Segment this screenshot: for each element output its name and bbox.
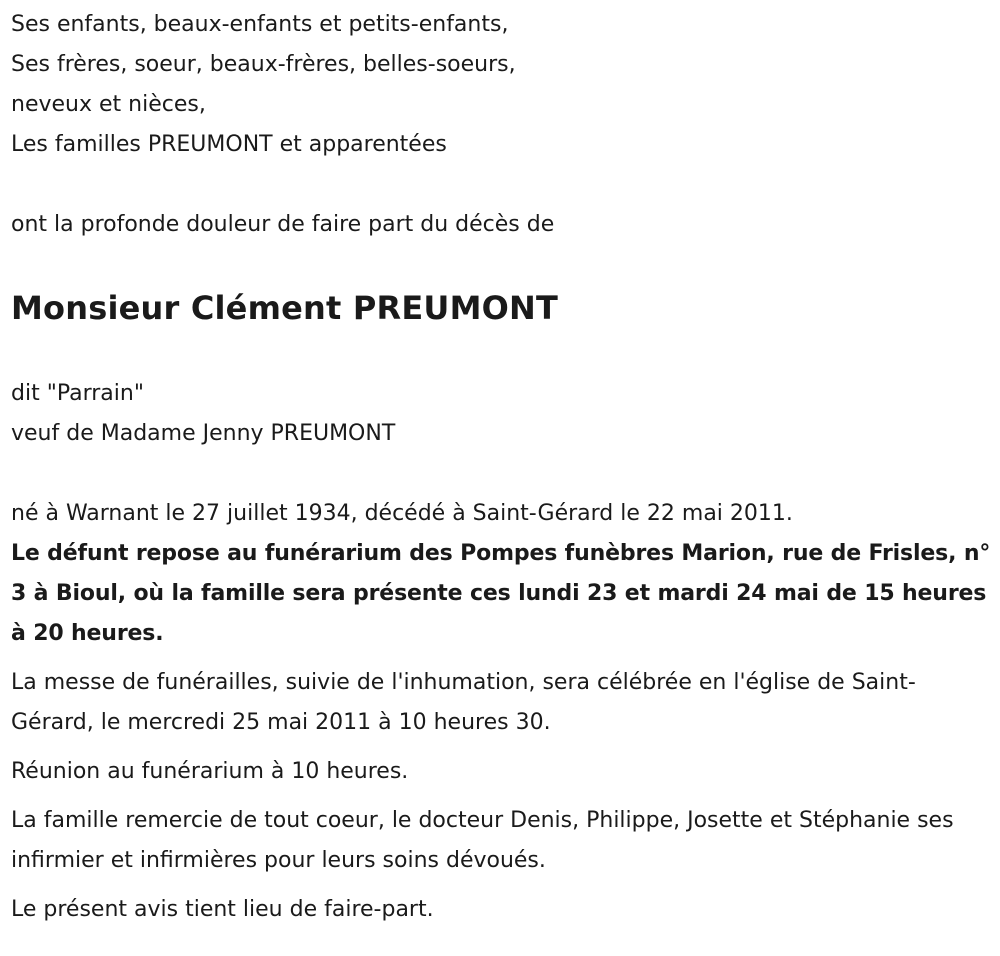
family-line: Ses frères, soeur, beaux-frères, belles-soeurs, — [11, 52, 516, 77]
spacer — [11, 454, 1000, 494]
family-line: Ses enfants, beaux-enfants et petits-enfants, — [11, 12, 509, 37]
deceased-name: Monsieur Clément PREUMONT — [11, 289, 559, 327]
mass-paragraph: La messe de funérailles, suivie de l'inhumation, sera célébrée en l'église de Saint-Gérard, le mercredi 25 mai 2011 à 10 heures 30. — [11, 670, 916, 735]
nickname-line: dit "Parrain" — [11, 381, 144, 406]
spacer — [11, 165, 1000, 205]
notice-paragraphs — [11, 494, 1000, 930]
spacer — [11, 328, 1000, 374]
deceased-details — [11, 374, 1000, 454]
family-list — [11, 0, 1000, 165]
family-line: neveux et nièces, — [11, 92, 206, 117]
thanks-paragraph: La famille remercie de tout coeur, le docteur Denis, Philippe, Josette et Stéphanie ses infirmier et infirmières pour leurs soins dévoués. — [11, 808, 954, 873]
family-line: Les familles PREUMONT et apparentées — [11, 132, 447, 157]
meeting-paragraph: Réunion au funérarium à 10 heures. — [11, 759, 409, 784]
announcement-text: ont la profonde douleur de faire part du décès de — [11, 212, 555, 237]
viewing-paragraph: Le défunt repose au funérarium des Pompes funèbres Marion, rue de Frisles, n° 3 à Bioul, où la famille sera présente ces lundi 23 et mardi 24 mai de 15 heures à 20 heures. — [11, 541, 991, 646]
notice-paragraph: Le présent avis tient lieu de faire-part. — [11, 897, 434, 922]
birth-death-paragraph: né à Warnant le 27 juillet 1934, décédé à Saint-Gérard le 22 mai 2011. — [11, 501, 793, 526]
widow-line: veuf de Madame Jenny PREUMONT — [11, 421, 396, 446]
spacer — [11, 245, 1000, 285]
